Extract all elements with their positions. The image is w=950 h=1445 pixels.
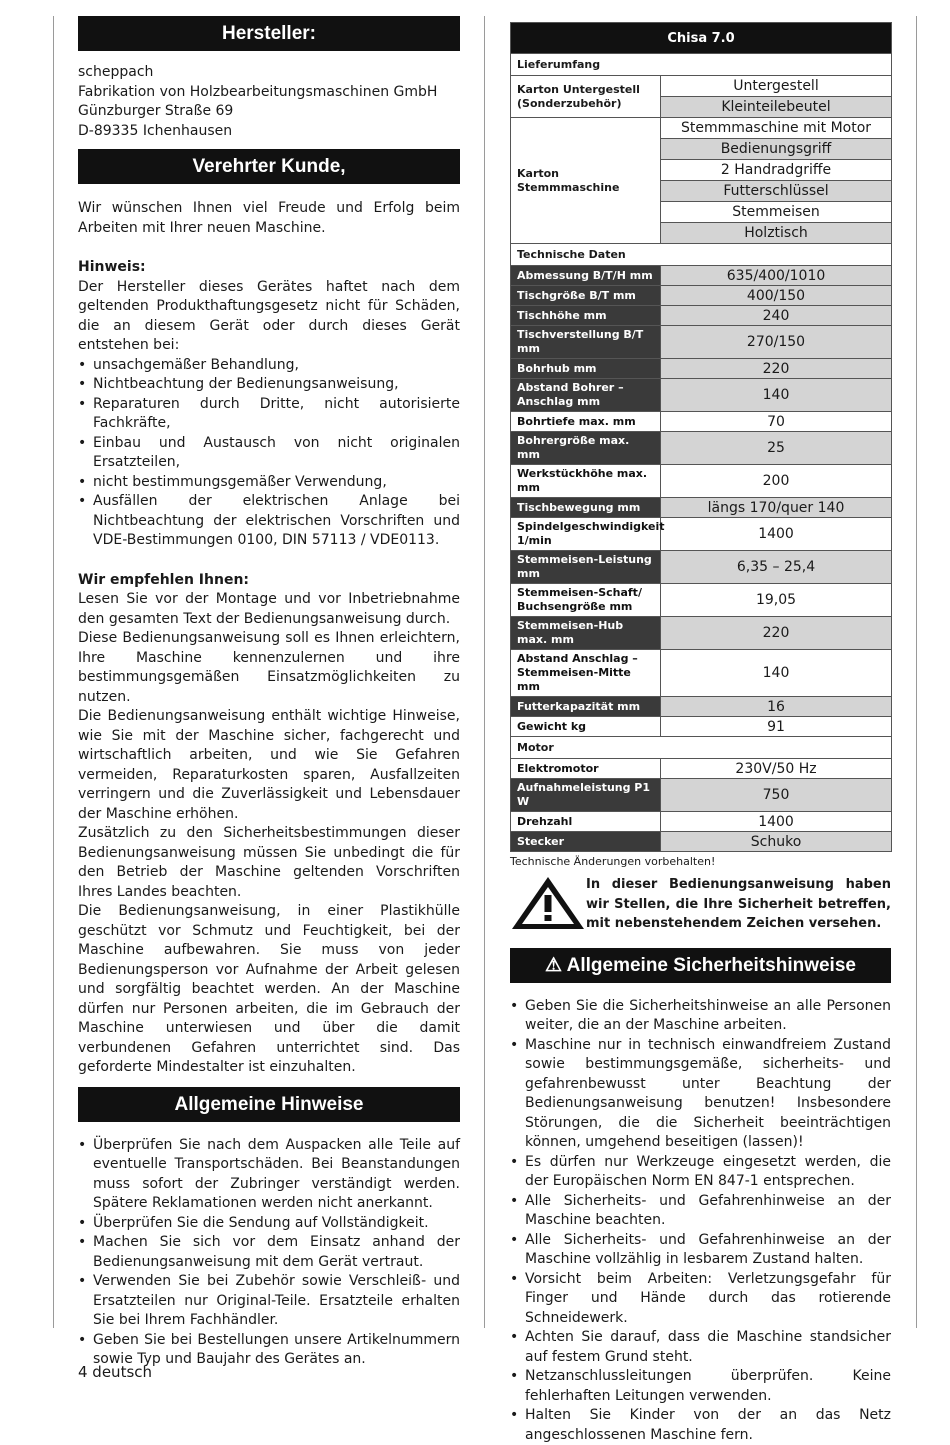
- hinweis-heading: Hinweis:: [78, 258, 460, 278]
- list-item: • Achten Sie darauf, dass die Maschine standsicher auf festem Grund steht.: [510, 1328, 891, 1367]
- list-item: • Es dürfen nur Werkzeuge eingesetzt werden, die der Europäischen Norm EN 847-1 entsprechen.: [510, 1153, 891, 1192]
- spec-value: 70: [661, 412, 892, 432]
- hinweis-text: Der Hersteller dieses Gerätes haftet nach dem geltenden Produkthaftungsgesetz nicht für Schäden, die an diesem Gerät oder durch dieses Gerät entstehen bei:: [78, 278, 460, 356]
- section-technische-daten: Technische Daten: [511, 244, 892, 266]
- section-motor: Motor: [511, 737, 892, 759]
- spec-value: 16: [661, 697, 892, 717]
- spec-label: Elektromotor: [511, 759, 661, 779]
- paragraph: Die Bedienungsanweisung enthält wichtige Hinweise, wie Sie mit der Maschine sicher, fachgerecht und wirtschaftlich arbeiten, und wie Sie Gefahren vermeiden, Reparaturkosten sparen, Ausfallzeiten verringern und die Zuverlässigkeit und Lebensdauer der Maschine erhöhen.: [78, 707, 460, 824]
- warning-triangle-icon: [510, 875, 586, 931]
- spec-value: 635/400/1010: [661, 266, 892, 286]
- spec-label: Werkstückhöhe max. mm: [511, 465, 661, 498]
- spec-label: Stemmeisen-Schaft/ Buchsengröße mm: [511, 584, 661, 617]
- scope-item: Bedienungsgriff: [661, 139, 892, 160]
- right-column: [510, 22, 891, 1445]
- spec-row: [511, 650, 892, 697]
- list-item: • Überprüfen Sie die Sendung auf Vollständigkeit.: [78, 1214, 460, 1234]
- spec-row: [511, 832, 892, 852]
- spec-label: Bohrtiefe max. mm: [511, 412, 661, 432]
- kunde-heading: Verehrter Kunde,: [78, 149, 460, 184]
- spec-row: [511, 697, 892, 717]
- list-item: • Alle Sicherheits- und Gefahrenhinweise an der Maschine vollzählig in lesbarem Zustand halten.: [510, 1231, 891, 1270]
- spec-row: [511, 412, 892, 432]
- hersteller-heading: Hersteller:: [78, 16, 460, 51]
- spec-label: Abstand Bohrer – Anschlag mm: [511, 379, 661, 412]
- spec-label: Gewicht kg: [511, 717, 661, 737]
- list-item: • Reparaturen durch Dritte, nicht autorisierte Fachkräfte,: [78, 395, 460, 434]
- scope-item: Stemmmaschine mit Motor: [661, 118, 892, 139]
- list-item: • Überprüfen Sie nach dem Auspacken alle Teile auf eventuelle Transportschäden. Bei Beanstandungen muss sofort der Zubringer verständigt werden. Spätere Reklamationen werden nicht anerkannt.: [78, 1136, 460, 1214]
- spec-row: [511, 779, 892, 812]
- warning-text: In dieser Bedienungsanweisung haben wir Stellen, die Ihre Sicherheit betreffen, mit nebenstehendem Zeichen versehen.: [586, 875, 891, 934]
- list-item: • Maschine nur in technisch einwandfreiem Zustand sowie bestimmungsgemäße, sicherheits- und gefahrenbewusst unter Beachtung der Bedienungsanweisung benutzen! Insbesondere Störungen, die die Sicherheit beeinträchtigen können, umgehend beseitigen (lassen)!: [510, 1036, 891, 1153]
- spec-row: [511, 617, 892, 650]
- center-column-rule: [484, 16, 485, 1328]
- list-item: • Geben Sie bei Bestellungen unsere Artikelnummern sowie Typ und Baujahr des Gerätes an.: [78, 1331, 460, 1370]
- left-column: [78, 16, 460, 1370]
- motor-rows: [511, 759, 892, 852]
- scope-item: Stemmeisen: [661, 202, 892, 223]
- allgemeine-hinweise-heading: Allgemeine Hinweise: [78, 1087, 460, 1122]
- welcome-text: Wir wünschen Ihnen viel Freude und Erfolg beim Arbeiten mit Ihrer neuen Maschine.: [78, 199, 460, 238]
- spec-value: 140: [661, 650, 892, 697]
- scope-item: 2 Handradgriffe: [661, 160, 892, 181]
- spec-value: 91: [661, 717, 892, 737]
- safety-list: [510, 997, 891, 1445]
- spec-value: 400/150: [661, 286, 892, 306]
- address-line: scheppach: [78, 63, 460, 83]
- paragraph: Die Bedienungsanweisung, in einer Plastikhülle geschützt vor Schmutz und Feuchtigkeit, bei der Maschine aufbewahren. Sie muss von jeder Bedienungsperson vor Aufnahme der Arbeit gelesen und sorgfältig beachtet werden. An der Maschine dürfen nur Personen arbeiten, die im Gebrauch der Maschine unterwiesen und über die damit verbundenen Gefahren unterrichtet sind. Das geforderte Mindestalter ist einzuhalten.: [78, 902, 460, 1078]
- scope-item: Holztisch: [661, 223, 892, 244]
- address-line: Günzburger Straße 69: [78, 102, 460, 122]
- spec-label: Abmessung B/T/H mm: [511, 266, 661, 286]
- spec-row: [511, 465, 892, 498]
- list-item: • Netzanschlussleitungen überprüfen. Keine fehlerhaften Leitungen verwenden.: [510, 1367, 891, 1406]
- spec-value: längs 170/quer 140: [661, 498, 892, 518]
- page-footer: 4 deutsch: [78, 1363, 152, 1381]
- address-line: D-89335 Ichenhausen: [78, 122, 460, 142]
- spec-label: Tischbewegung mm: [511, 498, 661, 518]
- spec-row: [511, 266, 892, 286]
- empfehlen-heading: Wir empfehlen Ihnen:: [78, 571, 460, 591]
- spec-label: Drehzahl: [511, 812, 661, 832]
- allgemeine-list: [78, 1136, 460, 1370]
- spec-row: [511, 518, 892, 551]
- list-item: • Halten Sie Kinder von der an das Netz angeschlossenen Maschine fern.: [510, 1406, 891, 1445]
- spec-value: 750: [661, 779, 892, 812]
- manufacturer-address: [78, 63, 460, 141]
- list-item: • Einbau und Austausch von nicht originalen Ersatzteilen,: [78, 434, 460, 473]
- spec-row: [511, 359, 892, 379]
- right-column-rule: [916, 16, 917, 1328]
- spec-row: [511, 551, 892, 584]
- list-item: • Vorsicht beim Arbeiten: Verletzungsgefahr für Finger und Hände durch das rotierende Schneidewerk.: [510, 1270, 891, 1329]
- list-item: • Ausfällen der elektrischen Anlage bei Nichtbeachtung der elektrischen Vorschriften und VDE-Bestimmungen 0100, DIN 57113 / VDE0113.: [78, 492, 460, 551]
- warning-box: [510, 875, 891, 934]
- spec-label: Spindelgeschwindigkeit 1/min: [511, 518, 661, 551]
- spec-value: 270/150: [661, 326, 892, 359]
- tech-note: Technische Änderungen vorbehalten!: [510, 855, 891, 869]
- paragraph: Lesen Sie vor der Montage und vor Inbetriebnahme den gesamten Text der Bedienungsanweisung durch.: [78, 590, 460, 629]
- spec-label: Aufnahmeleistung P1 W: [511, 779, 661, 812]
- spec-row: [511, 432, 892, 465]
- left-column-rule-left: [53, 16, 54, 1328]
- spec-value: 230V/50 Hz: [661, 759, 892, 779]
- spec-row: [511, 326, 892, 359]
- spec-label: Stemmeisen-Hub max. mm: [511, 617, 661, 650]
- spec-row: [511, 498, 892, 518]
- spec-value: 140: [661, 379, 892, 412]
- scope-item: Kleinteilebeutel: [661, 97, 892, 118]
- paragraph: Diese Bedienungsanweisung soll es Ihnen erleichtern, Ihre Maschine kennenzulernen und ihre bestimmungsgemäßen Einsatzmöglichkeiten zu nutzen.: [78, 629, 460, 707]
- spec-value: 1400: [661, 518, 892, 551]
- spec-label: Tischhöhe mm: [511, 306, 661, 326]
- spec-row: [511, 286, 892, 306]
- scope-item: Futterschlüssel: [661, 181, 892, 202]
- karton-stemm-label: Karton Stemmmaschine: [511, 118, 661, 244]
- spec-value: 220: [661, 359, 892, 379]
- list-item: • unsachgemäßer Behandlung,: [78, 356, 460, 376]
- spec-row: [511, 759, 892, 779]
- spec-row: [511, 812, 892, 832]
- spec-value: 19,05: [661, 584, 892, 617]
- address-line: Fabrikation von Holzbearbeitungsmaschinen GmbH: [78, 83, 460, 103]
- spec-label: Bohrhub mm: [511, 359, 661, 379]
- spec-label: Bohrergröße max. mm: [511, 432, 661, 465]
- spec-label: Stemmeisen-Leistung mm: [511, 551, 661, 584]
- list-item: • Verwenden Sie bei Zubehör sowie Verschleiß- und Ersatzteilen nur Original-Teile. Ersatzteile erhalten Sie bei Ihrem Fachhändler.: [78, 1272, 460, 1331]
- list-item: • Nichtbeachtung der Bedienungsanweisung,: [78, 375, 460, 395]
- spec-row: [511, 584, 892, 617]
- spec-label: Stecker: [511, 832, 661, 852]
- list-item: • Alle Sicherheits- und Gefahrenhinweise an der Maschine beachten.: [510, 1192, 891, 1231]
- spec-label: Futterkapazität mm: [511, 697, 661, 717]
- spec-value: 1400: [661, 812, 892, 832]
- spec-value: 25: [661, 432, 892, 465]
- list-item: • Machen Sie sich vor dem Einsatz anhand der Bedienungsanweisung mit dem Gerät vertraut.: [78, 1233, 460, 1272]
- spec-label: Abstand Anschlag – Stemmeisen-Mitte mm: [511, 650, 661, 697]
- list-item: • Geben Sie die Sicherheitshinweise an alle Personen weiter, die an der Maschine arbeiten.: [510, 997, 891, 1036]
- spec-label: Tischgröße B/T mm: [511, 286, 661, 306]
- spec-row: [511, 306, 892, 326]
- spec-row: [511, 379, 892, 412]
- section-lieferumfang: Lieferumfang: [511, 54, 892, 76]
- tech-rows: [511, 266, 892, 737]
- scope-item: Untergestell: [661, 76, 892, 97]
- spec-value: 240: [661, 306, 892, 326]
- hinweis-list: [78, 356, 460, 551]
- karton-untergestell-label: Karton Untergestell (Sonderzubehör): [511, 76, 661, 118]
- list-item: • nicht bestimmungsgemäßer Verwendung,: [78, 473, 460, 493]
- spec-table: [510, 22, 892, 852]
- spec-value: Schuko: [661, 832, 892, 852]
- table-title: Chisa 7.0: [511, 23, 892, 54]
- spec-value: 220: [661, 617, 892, 650]
- paragraph: Zusätzlich zu den Sicherheitsbestimmungen dieser Bedienungsanweisung müssen Sie unbedingt die für den Betrieb der Maschine geltenden Vorschriften Ihres Landes beachten.: [78, 824, 460, 902]
- spec-value: 200: [661, 465, 892, 498]
- spec-row: [511, 717, 892, 737]
- spec-label: Tischverstellung B/T mm: [511, 326, 661, 359]
- safety-heading: ⚠ Allgemeine Sicherheitshinweise: [510, 948, 891, 983]
- spec-value: 6,35 – 25,4: [661, 551, 892, 584]
